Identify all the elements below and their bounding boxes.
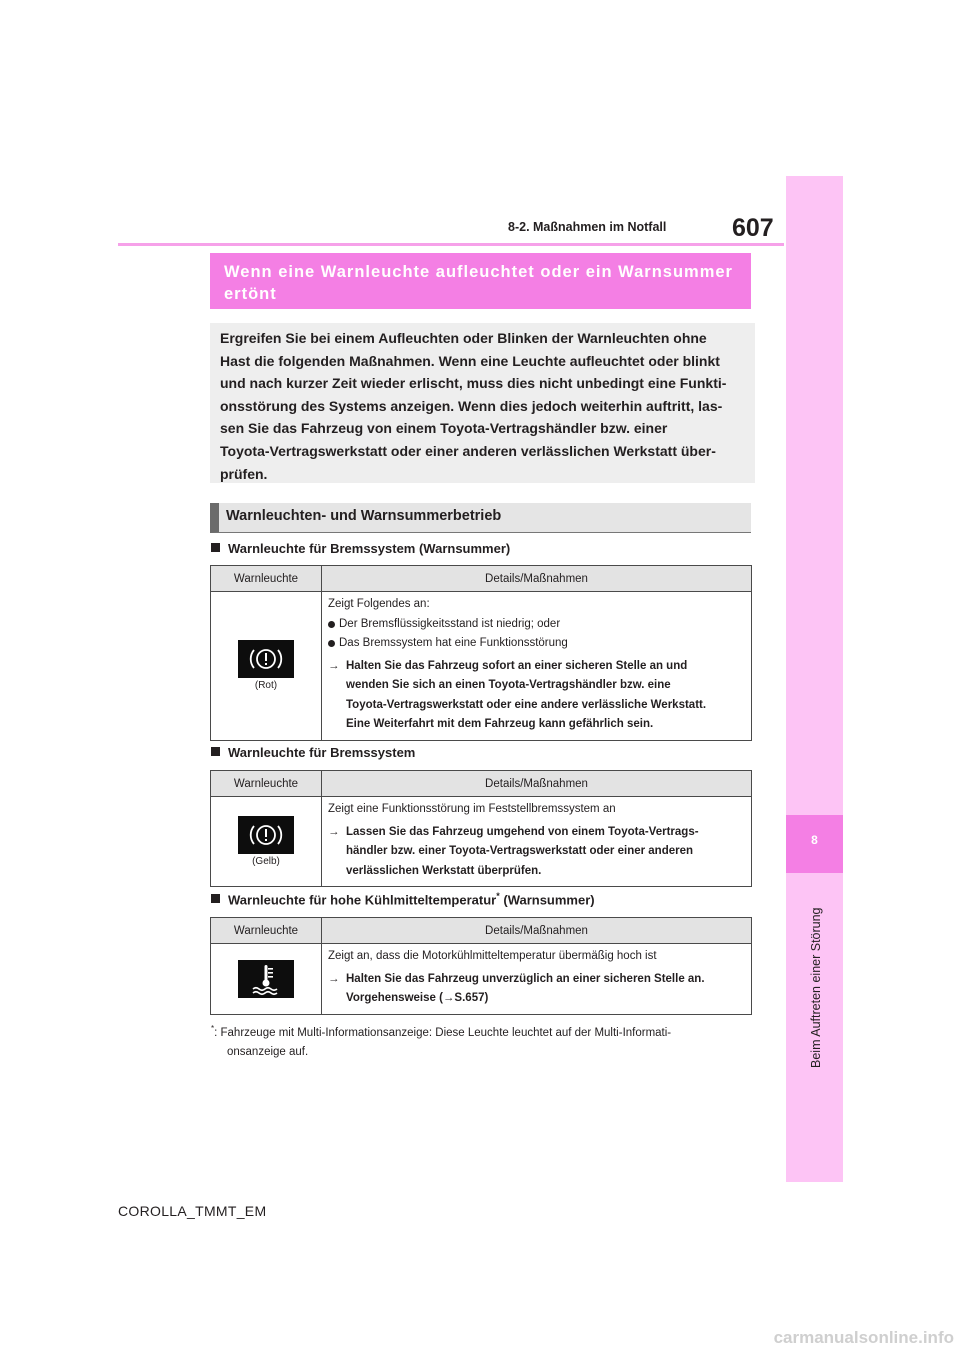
details-cell <box>322 592 752 741</box>
coolant-temperature-icon <box>238 960 294 998</box>
chapter-label <box>807 890 823 1070</box>
section-reference: 8-2. Maßnahmen im Notfall <box>508 220 667 234</box>
header-warnleuchte: Warnleuchte <box>211 566 322 592</box>
section-banner <box>210 253 751 309</box>
action-line: händler bzw. einer Toyota-Vertragswerkstatt oder einer anderen <box>346 845 694 857</box>
action-line: Halten Sie das Fahrzeug unverzüglich an einer sicheren Stelle an. <box>346 972 705 985</box>
square-bullet-icon <box>211 894 220 903</box>
footnote-text: : Fahrzeuge mit Multi-Informationsanzeige: Diese Leuchte leuchtet auf der Multi-Informati- <box>214 1026 672 1039</box>
details-intro: Zeigt eine Funktionsstörung im Feststellbremssystem an <box>328 803 616 815</box>
footnote <box>211 1019 751 1062</box>
action-text <box>328 657 745 735</box>
table-header-row <box>211 771 752 797</box>
table-header-row <box>211 566 752 592</box>
intro-line: sen Sie das Fahrzeug von einem Toyota-Vertragshändler bzw. einer <box>220 420 668 437</box>
table-row <box>211 944 752 1015</box>
intro-box <box>210 323 755 483</box>
icon-cell <box>211 797 322 887</box>
document-code: COROLLA_TMMT_EM <box>118 1203 267 1219</box>
subheading-text: Warnleuchte für Bremssystem <box>228 745 416 760</box>
intro-line: Ergreifen Sie bei einem Aufleuchten oder Blinken der Warnleuchten ohne <box>220 330 707 346</box>
icon-cell <box>211 592 322 741</box>
arrow-right-icon: → <box>328 972 340 985</box>
warning-table-brake-yellow <box>210 770 752 887</box>
subheading-coolant <box>211 891 595 907</box>
header-rule <box>118 243 784 246</box>
action-line: Toyota-Vertragswerkstatt oder eine andere verlässliche Werkstatt. <box>346 698 707 711</box>
action-text <box>328 970 745 1009</box>
warning-table-coolant <box>210 917 752 1015</box>
subheading-suffix: (Warnsummer) <box>503 892 595 908</box>
intro-line: und nach kurzer Zeit wieder erlischt, muss dies nicht unbedingt eine Funkti- <box>220 375 727 392</box>
intro-line: onsstörung des Systems anzeigen. Wenn dies jedoch weiterhin auftritt, las- <box>220 397 723 414</box>
details-cell <box>322 944 752 1015</box>
footnote-marker: * <box>211 1024 215 1033</box>
square-bullet-icon <box>211 543 220 552</box>
action-line: verlässlichen Werkstatt überprüfen. <box>346 864 542 877</box>
details-intro: Zeigt an, dass die Motorkühlmitteltemperatur übermäßig hoch ist <box>328 950 657 962</box>
footnote-marker: * <box>496 891 500 901</box>
page-number: 607 <box>732 214 774 242</box>
subheading-brake <box>211 745 415 760</box>
details-intro: Zeigt Folgendes an: <box>328 598 430 610</box>
details-cell <box>322 797 752 887</box>
icon-cell <box>211 944 322 1015</box>
footnote-line <box>211 1019 751 1043</box>
subheading-brake-buzzer <box>211 541 510 556</box>
square-bullet-icon <box>211 747 220 756</box>
header-warnleuchte: Warnleuchte <box>211 918 322 944</box>
subheading-text: Warnleuchte für Bremssystem (Warnsummer) <box>228 541 511 556</box>
warning-table-brake-red <box>210 565 752 741</box>
action-line: wenden Sie sich an einen Toyota-Vertragshändler bzw. eine <box>346 679 671 691</box>
action-line: Eine Weiterfahrt mit dem Fahrzeug kann gefährlich sein. <box>346 718 654 730</box>
section-heading: Warnleuchten- und Warnsummerbetrieb <box>210 503 751 533</box>
table-row <box>211 592 752 741</box>
header-details: Details/Maßnahmen <box>322 566 752 592</box>
arrow-right-icon: → <box>328 659 340 672</box>
banner-title-line: Wenn eine Warnleuchte aufleuchtet oder ein Warnsummer <box>224 263 733 281</box>
subheading-text: Warnleuchte für hohe Kühlmitteltemperatur <box>228 892 497 908</box>
brake-warning-icon <box>238 816 294 854</box>
arrow-right-icon: → <box>328 825 340 838</box>
action-line: Lassen Sie das Fahrzeug umgehend von einem Toyota-Vertrags- <box>346 825 699 838</box>
table-header-row <box>211 918 752 944</box>
intro-line: Hast die folgenden Maßnahmen. Wenn eine Leuchte aufleuchtet oder blinkt <box>220 352 720 369</box>
brake-warning-icon <box>238 640 294 678</box>
action-line: Halten Sie das Fahrzeug sofort an einer sicheren Stelle an und <box>346 659 688 672</box>
banner-title-line: ertönt <box>224 285 277 303</box>
lamp-color-caption: (Gelb) <box>252 856 280 867</box>
intro-line: prüfen. <box>220 465 268 482</box>
chapter-number: 8 <box>811 833 818 847</box>
list-item: Das Bremssystem hat eine Funktionsstörung <box>328 634 745 654</box>
chapter-label-text: Beim Auftreten einer Störung <box>809 907 823 1068</box>
table-row <box>211 797 752 887</box>
footnote-line: onsanzeige auf. <box>227 1045 309 1058</box>
action-text <box>328 823 745 882</box>
header-details: Details/Maßnahmen <box>322 918 752 944</box>
action-line: Vorgehensweise (→S.657) <box>346 992 489 1004</box>
header-warnleuchte: Warnleuchte <box>211 771 322 797</box>
list-item: Der Bremsflüssigkeitsstand ist niedrig; oder <box>328 615 745 635</box>
lamp-color-caption: (Rot) <box>254 680 278 692</box>
watermark: carmanualsonline.info <box>773 1328 954 1347</box>
header-details: Details/Maßnahmen <box>322 771 752 797</box>
intro-line: Toyota-Vertragswerkstatt oder einer anderen verlässlichen Werkstatt über- <box>220 442 716 459</box>
